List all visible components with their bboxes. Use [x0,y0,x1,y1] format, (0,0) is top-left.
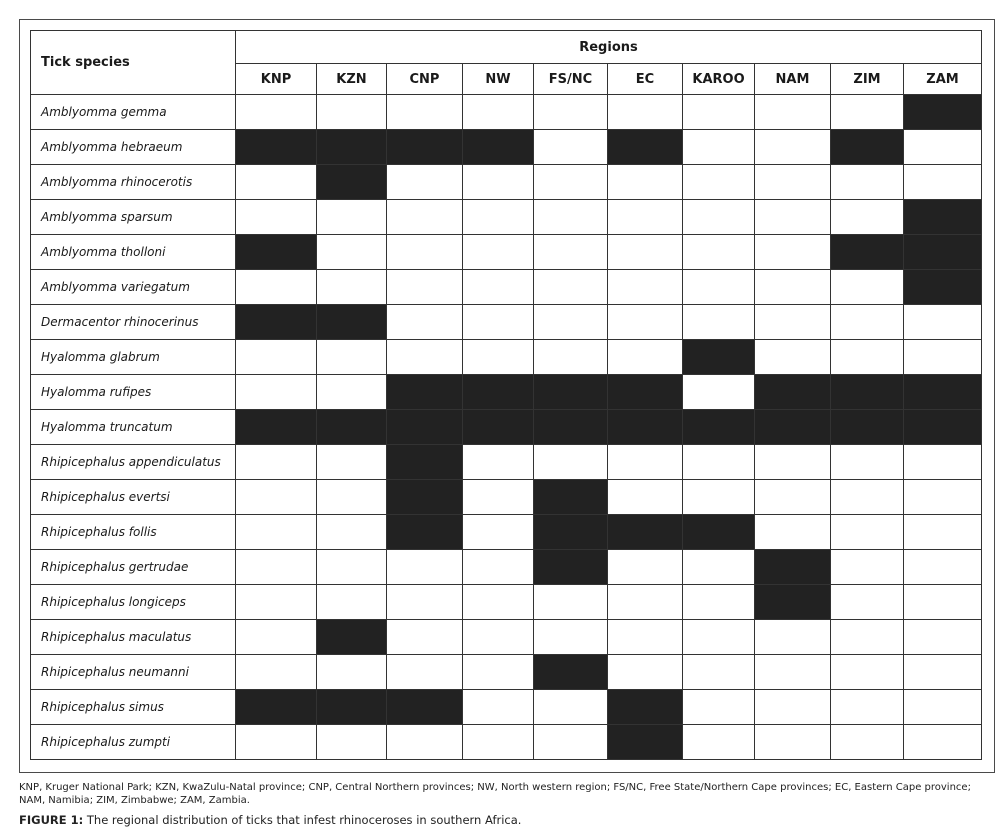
presence-cell-empty [904,620,982,655]
presence-cell-empty [831,480,904,515]
region-header-knp: KNP [236,64,317,95]
region-header-nam: NAM [755,64,831,95]
presence-cell-filled [904,270,982,305]
presence-cell-empty [755,725,831,760]
presence-cell-empty [831,95,904,130]
presence-cell-empty [317,655,387,690]
species-name: Rhipicephalus appendiculatus [31,445,236,480]
table-row [31,690,982,725]
presence-cell-empty [683,620,755,655]
presence-cell-empty [317,270,387,305]
presence-cell-empty [608,445,683,480]
presence-cell-empty [317,235,387,270]
table-row [31,620,982,655]
presence-cell-empty [317,445,387,480]
presence-cell-empty [608,480,683,515]
species-column-header: Tick species [31,31,236,95]
presence-cell-empty [755,690,831,725]
presence-cell-empty [236,200,317,235]
region-header-karoo: KAROO [683,64,755,95]
presence-cell-empty [463,200,534,235]
presence-cell-filled [904,235,982,270]
presence-cell-empty [683,445,755,480]
table-row [31,585,982,620]
presence-cell-empty [387,95,463,130]
presence-cell-filled [236,690,317,725]
presence-cell-empty [755,235,831,270]
presence-cell-filled [608,515,683,550]
presence-cell-empty [904,305,982,340]
presence-cell-empty [831,445,904,480]
table-row [31,550,982,585]
presence-cell-empty [904,340,982,375]
presence-cell-filled [534,655,608,690]
region-header-nw: NW [463,64,534,95]
regions-group-header: Regions [236,31,982,64]
table-row [31,130,982,165]
presence-cell-empty [236,585,317,620]
presence-cell-filled [236,410,317,445]
presence-cell-empty [463,620,534,655]
presence-cell-filled [236,130,317,165]
presence-cell-empty [608,550,683,585]
presence-cell-filled [608,690,683,725]
species-name: Rhipicephalus zumpti [31,725,236,760]
presence-cell-empty [755,445,831,480]
table-row [31,655,982,690]
presence-cell-empty [236,725,317,760]
table-row [31,410,982,445]
presence-cell-empty [534,95,608,130]
presence-cell-empty [831,725,904,760]
header-row-groups [31,31,982,64]
presence-cell-empty [236,340,317,375]
presence-cell-empty [317,200,387,235]
presence-cell-filled [387,375,463,410]
presence-cell-empty [387,725,463,760]
presence-cell-filled [608,410,683,445]
presence-cell-empty [387,655,463,690]
region-header-fs-nc: FS/NC [534,64,608,95]
table-row [31,480,982,515]
presence-cell-empty [683,585,755,620]
species-name: Rhipicephalus neumanni [31,655,236,690]
presence-cell-empty [755,200,831,235]
table-row [31,95,982,130]
presence-cell-empty [683,95,755,130]
presence-cell-empty [463,480,534,515]
table-row [31,725,982,760]
presence-cell-filled [904,375,982,410]
presence-cell-empty [463,95,534,130]
species-name: Rhipicephalus evertsi [31,480,236,515]
presence-cell-filled [317,305,387,340]
presence-cell-empty [683,270,755,305]
presence-cell-empty [608,655,683,690]
presence-cell-empty [317,340,387,375]
presence-cell-empty [608,585,683,620]
presence-cell-empty [755,480,831,515]
presence-cell-empty [904,165,982,200]
presence-cell-empty [317,725,387,760]
table-row [31,200,982,235]
presence-cell-empty [236,95,317,130]
presence-cell-filled [755,375,831,410]
presence-cell-empty [683,130,755,165]
presence-cell-empty [317,515,387,550]
presence-cell-empty [317,95,387,130]
presence-cell-empty [236,445,317,480]
presence-cell-empty [463,340,534,375]
presence-cell-empty [387,200,463,235]
presence-cell-empty [683,200,755,235]
table-body [31,95,982,760]
species-name: Amblyomma sparsum [31,200,236,235]
presence-cell-filled [317,410,387,445]
presence-cell-empty [683,235,755,270]
presence-cell-empty [387,165,463,200]
presence-cell-empty [683,375,755,410]
presence-cell-empty [463,655,534,690]
presence-cell-empty [608,305,683,340]
species-name: Hyalomma glabrum [31,340,236,375]
presence-cell-empty [831,200,904,235]
presence-cell-empty [534,340,608,375]
presence-cell-empty [387,550,463,585]
presence-cell-filled [904,95,982,130]
presence-cell-empty [534,305,608,340]
presence-cell-filled [608,130,683,165]
presence-cell-empty [904,725,982,760]
presence-cell-empty [608,270,683,305]
presence-cell-empty [317,585,387,620]
presence-cell-empty [236,515,317,550]
presence-cell-empty [904,480,982,515]
presence-cell-empty [831,340,904,375]
presence-cell-empty [236,550,317,585]
presence-cell-filled [608,725,683,760]
presence-cell-empty [236,620,317,655]
presence-cell-empty [534,165,608,200]
presence-cell-empty [534,445,608,480]
species-name: Amblyomma tholloni [31,235,236,270]
presence-cell-empty [463,165,534,200]
presence-cell-empty [831,690,904,725]
presence-cell-empty [904,445,982,480]
presence-cell-empty [608,200,683,235]
region-header-ec: EC [608,64,683,95]
presence-cell-filled [534,515,608,550]
presence-cell-empty [904,515,982,550]
presence-cell-filled [831,410,904,445]
presence-cell-empty [683,550,755,585]
presence-cell-empty [608,235,683,270]
presence-cell-empty [463,445,534,480]
presence-cell-empty [534,130,608,165]
presence-cell-empty [831,165,904,200]
presence-cell-filled [755,585,831,620]
presence-cell-filled [904,200,982,235]
table-row [31,165,982,200]
species-name: Hyalomma truncatum [31,410,236,445]
presence-cell-empty [755,515,831,550]
presence-cell-empty [755,130,831,165]
presence-cell-empty [317,550,387,585]
presence-cell-filled [463,410,534,445]
presence-cell-filled [534,375,608,410]
presence-cell-empty [904,690,982,725]
presence-cell-filled [387,690,463,725]
presence-cell-empty [755,620,831,655]
presence-cell-empty [534,235,608,270]
presence-cell-filled [317,690,387,725]
presence-cell-empty [831,270,904,305]
presence-cell-empty [608,340,683,375]
presence-cell-filled [831,235,904,270]
presence-cell-filled [463,130,534,165]
presence-cell-empty [463,270,534,305]
presence-cell-empty [236,480,317,515]
species-name: Amblyomma variegatum [31,270,236,305]
presence-cell-empty [831,305,904,340]
presence-cell-filled [463,375,534,410]
species-name: Amblyomma rhinocerotis [31,165,236,200]
table-row [31,445,982,480]
presence-cell-filled [236,305,317,340]
presence-cell-empty [236,270,317,305]
presence-cell-empty [683,305,755,340]
species-name: Hyalomma rufipes [31,375,236,410]
presence-cell-filled [317,620,387,655]
region-header-kzn: KZN [317,64,387,95]
presence-cell-filled [236,235,317,270]
presence-cell-filled [317,165,387,200]
presence-cell-empty [683,725,755,760]
presence-cell-empty [755,305,831,340]
presence-cell-empty [831,655,904,690]
presence-cell-empty [755,270,831,305]
presence-cell-empty [904,655,982,690]
presence-cell-empty [534,200,608,235]
presence-cell-empty [831,515,904,550]
table-row [31,515,982,550]
presence-cell-empty [317,480,387,515]
presence-cell-empty [683,655,755,690]
presence-cell-empty [534,725,608,760]
species-name: Rhipicephalus gertrudae [31,550,236,585]
presence-cell-filled [317,130,387,165]
presence-cell-filled [534,550,608,585]
presence-cell-filled [387,445,463,480]
presence-cell-empty [534,270,608,305]
presence-cell-empty [608,165,683,200]
distribution-table [30,30,982,760]
presence-cell-empty [534,620,608,655]
presence-cell-filled [387,515,463,550]
presence-cell-filled [534,410,608,445]
presence-cell-filled [387,130,463,165]
presence-cell-empty [387,585,463,620]
presence-cell-empty [755,340,831,375]
presence-cell-empty [904,585,982,620]
presence-cell-empty [387,305,463,340]
presence-cell-empty [463,725,534,760]
table-row [31,235,982,270]
presence-cell-filled [904,410,982,445]
region-header-zam: ZAM [904,64,982,95]
presence-cell-empty [831,620,904,655]
presence-cell-empty [463,235,534,270]
presence-cell-empty [755,165,831,200]
presence-cell-empty [534,585,608,620]
species-name: Amblyomma hebraeum [31,130,236,165]
presence-cell-empty [683,690,755,725]
species-name: Rhipicephalus follis [31,515,236,550]
presence-cell-empty [387,270,463,305]
presence-cell-empty [755,655,831,690]
presence-cell-empty [683,480,755,515]
presence-cell-filled [831,375,904,410]
species-name: Rhipicephalus maculatus [31,620,236,655]
caption-text: The regional distribution of ticks that infest rhinoceroses in southern Africa. [86,813,522,827]
presence-cell-empty [236,655,317,690]
presence-cell-empty [387,340,463,375]
presence-cell-empty [831,550,904,585]
table-row [31,375,982,410]
presence-cell-empty [317,375,387,410]
presence-cell-empty [463,305,534,340]
presence-cell-empty [904,550,982,585]
species-name: Rhipicephalus longiceps [31,585,236,620]
presence-cell-filled [608,375,683,410]
presence-cell-filled [387,410,463,445]
region-header-zim: ZIM [831,64,904,95]
presence-cell-empty [387,620,463,655]
presence-cell-empty [463,515,534,550]
presence-cell-empty [236,375,317,410]
presence-cell-filled [755,550,831,585]
presence-cell-filled [683,410,755,445]
figure-caption [19,813,521,827]
table-row [31,270,982,305]
presence-cell-empty [831,585,904,620]
presence-cell-filled [387,480,463,515]
table-row [31,340,982,375]
species-name: Rhipicephalus simus [31,690,236,725]
presence-cell-empty [236,165,317,200]
presence-cell-empty [683,165,755,200]
species-name: Dermacentor rhinocerinus [31,305,236,340]
presence-cell-empty [463,690,534,725]
presence-cell-empty [387,235,463,270]
presence-cell-filled [683,515,755,550]
presence-cell-empty [463,585,534,620]
presence-cell-empty [755,95,831,130]
presence-cell-empty [608,95,683,130]
table-row [31,305,982,340]
caption-label: FIGURE 1: [19,813,84,827]
presence-cell-filled [831,130,904,165]
presence-cell-filled [683,340,755,375]
region-header-cnp: CNP [387,64,463,95]
presence-cell-filled [534,480,608,515]
abbreviations-note: KNP, Kruger National Park; KZN, KwaZulu-Natal province; CNP, Central Northern provinces; NW, North western region; FS/NC, Free State/Northern Cape provinces; EC, Eastern Cape province; NAM, Namibia; ZIM, Zimbabwe; ZAM, Zambia. [19,782,971,806]
presence-cell-empty [608,620,683,655]
presence-cell-empty [534,690,608,725]
presence-cell-empty [463,550,534,585]
species-name: Amblyomma gemma [31,95,236,130]
presence-cell-empty [904,130,982,165]
presence-cell-filled [755,410,831,445]
